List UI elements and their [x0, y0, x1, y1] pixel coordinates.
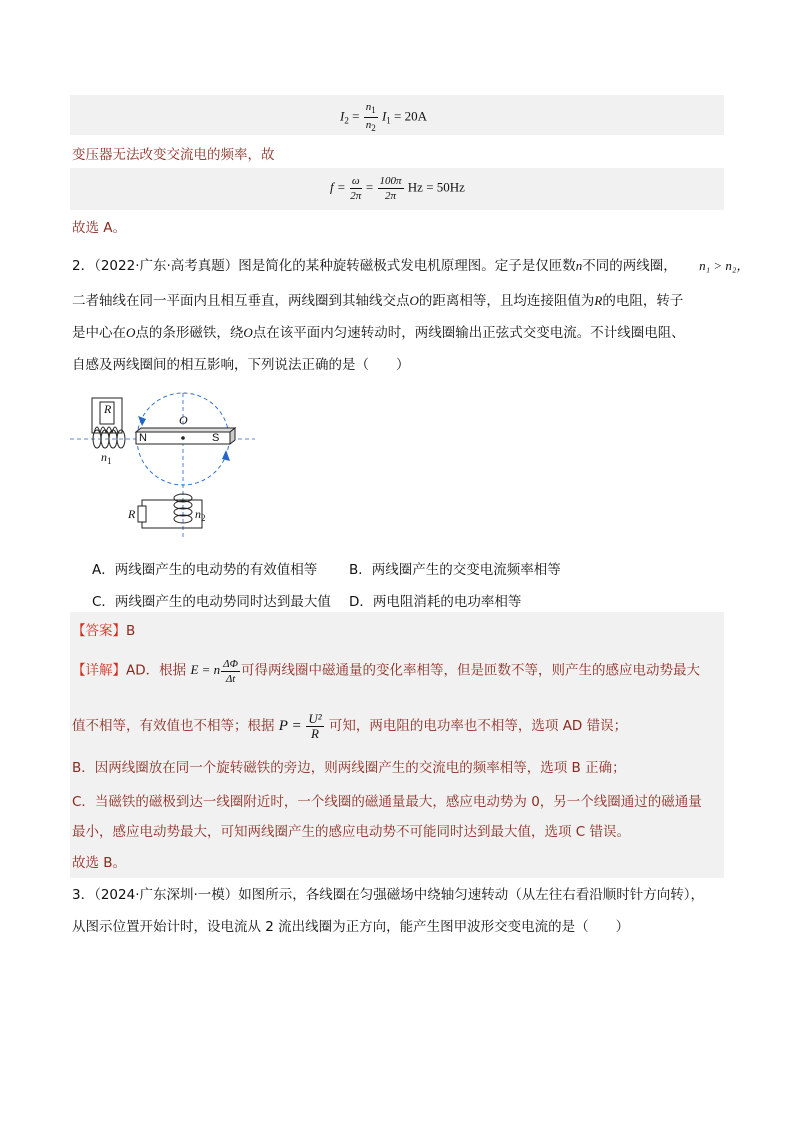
detail-line-2: 值不相等，有效值也不相等；根据 P = $\frac{\text{U²}}{R}$ 可知，两电阻的电功率也不相等，选项 AD 错误；: [72, 711, 628, 741]
generator-diagram: [70, 388, 260, 548]
detail-line-3: B．因两线圈放在同一个旋转磁铁的旁边，则两线圈产生的交流电的频率相等，选项 B 正确；: [72, 760, 626, 776]
label-n1: $n_1$: [101, 450, 112, 466]
q2-line-1: 2．（2022·广东·高考真题）图是简化的某种旋转磁极式发电机原理图。定子是仅匝数n不同的两线圈， n₁ > n₂，: [72, 258, 750, 274]
detail-line-4: C．当磁铁的磁极到达一线圈附近时，一个线圈的磁通量最大，感应电动势为 0，另一个线圈通过的磁通量: [72, 794, 702, 810]
option-d[interactable]: D．两电阻消耗的电功率相等: [349, 594, 522, 610]
prev-text-frequency: 变压器无法改变交流电的频率，故: [72, 147, 275, 163]
answer-line: [72, 622, 135, 640]
option-a[interactable]: A．两线圈产生的电动势的有效值相等: [92, 562, 318, 578]
q3-line-2: 从图示位置开始计时，设电流从 2 流出线圈为正方向，能产生图甲波形交变电流的是（ ）: [72, 919, 630, 935]
answer-value: B: [126, 623, 136, 639]
label-n2: $n_2$: [195, 507, 206, 523]
q2-line-3: 是中心在O点的条形磁铁，绕O点在该平面内匀速转动时，两线圈输出正弦式交变电流。不计线圈电阻、: [72, 325, 685, 341]
label-S: S: [212, 432, 220, 444]
prev-conclusion: 故选 A。: [72, 220, 127, 236]
label-O: O: [179, 413, 188, 427]
option-c[interactable]: C．两线圈产生的电动势同时达到最大值: [92, 594, 331, 610]
label-N: N: [139, 432, 147, 444]
q2-line-4: 自感及两线圈间的相互影响，下列说法正确的是（ ）: [72, 357, 410, 373]
detail-conclusion: 故选 B。: [72, 855, 127, 871]
equation-frequency: f = $\frac{\omega}{2\pi}$ = $\frac{100\pi}{2\pi}$ Hz = 50Hz: [330, 175, 465, 202]
detail-line-5: 最小，感应电动势最大，可知两线圈产生的感应电动势不可能同时达到最大值，选项 C 错误。: [72, 824, 631, 840]
equation-current-ratio: $I_2$ = $\frac{n_1}{n_2}$ $I_1 = 20A$: [340, 101, 428, 133]
detail-line-1: 【详解】AD．根据 E = n $\frac{\Delta\Phi}{\Delta t}$ 可得两线圈中磁通量的变化率相等，但是匝数不等，则产生的感应电动势最大: [72, 658, 700, 685]
answer-label: 【答案】: [72, 623, 126, 639]
label-R-bottom: R: [128, 507, 136, 521]
q2-line-2: 二者轴线在同一平面内且相互垂直，两线圈到其轴线交点O的距离相等，且均连接阻值为R的电阻，转子: [72, 293, 684, 309]
option-b[interactable]: B．两线圈产生的交变电流频率相等: [349, 562, 561, 578]
q3-line-1: 3．（2024·广东深圳·一模）如图所示，各线圈在匀强磁场中绕轴匀速转动（从左往右看沿顺时针方向转），: [72, 887, 705, 903]
label-R-top: R: [104, 402, 112, 416]
